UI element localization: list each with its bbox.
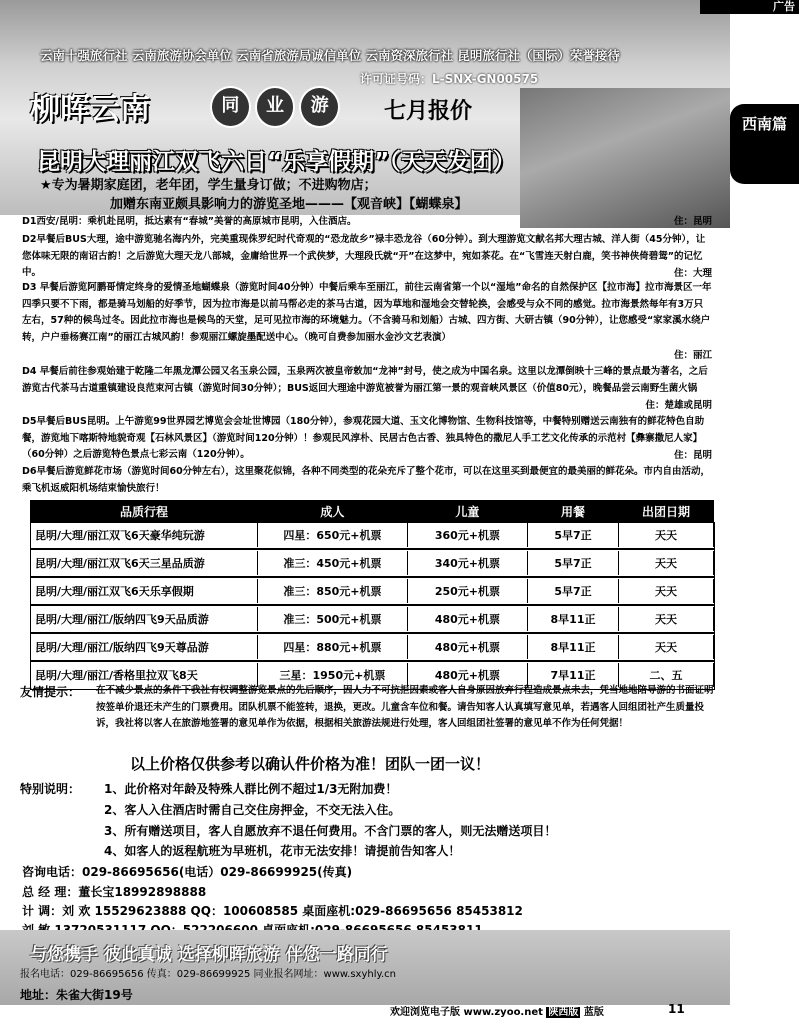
itinerary-stay: 住：大理 — [673, 267, 712, 279]
footer-edition-tag: 陕西版 — [548, 1007, 579, 1018]
route-cell: 昆明/大理/丽江双飞6天乐享假期 — [31, 577, 258, 605]
itinerary-day-6 — [22, 464, 712, 498]
footer-edition: 蓝版 — [583, 1007, 604, 1018]
ad-tag: 广告 — [700, 0, 799, 14]
brand-logo-text: 柳晖云南 — [30, 92, 150, 127]
adult-price-cell: 准三：850元+机票 — [258, 577, 408, 605]
route-cell: 昆明/大理/丽江双飞6天豪华纯玩游 — [31, 523, 258, 550]
departure-cell: 天天 — [618, 549, 713, 577]
general-manager: 总 经 理：董长宝18992898888 — [22, 885, 207, 899]
itinerary-stay: 住：丽江 — [673, 349, 712, 361]
adult-price-cell: 准三：450元+机票 — [258, 549, 408, 577]
departure-cell: 二、五 — [618, 661, 713, 689]
meals-cell: 5早7正 — [528, 577, 619, 605]
route-cell: 昆明/大理/丽江双飞6天三星品质游 — [31, 549, 258, 577]
peer-badge-1: 同 — [210, 86, 251, 128]
itinerary-day-4 — [22, 364, 712, 414]
consult-phone: 咨询电话：029-86695656(电话）029-86699925(传真) — [22, 865, 353, 879]
special-line: ★专为暑期家庭团，老年团，学生量身订做；不进购物店； — [40, 178, 377, 193]
itinerary-day-2 — [22, 232, 712, 282]
planner-1: 计 调：刘 欢 15529623888 QQ：100608585 桌面座机:029-86695656 85453812 — [22, 904, 523, 918]
route-cell: 昆明/大理/丽江/版纳四飞9天尊品游 — [31, 633, 258, 661]
footer — [390, 1003, 604, 1018]
adult-price-cell: 准三：500元+机票 — [258, 605, 408, 633]
table-row — [31, 577, 714, 605]
itinerary-day-3 — [22, 280, 712, 364]
table-row — [31, 633, 714, 661]
child-price-cell: 360元+机票 — [407, 523, 527, 550]
col-departure: 出团日期 — [618, 501, 713, 523]
meals-cell: 8早11正 — [528, 605, 619, 633]
child-price-cell: 250元+机票 — [407, 577, 527, 605]
itinerary-day-1 — [22, 214, 712, 230]
adult-price-cell: 三星：1950元+机票 — [258, 661, 408, 689]
departure-cell: 天天 — [618, 523, 713, 550]
special-note-2: 2、客人入住酒店时需自己交住房押金，不交无法入住。 — [104, 803, 401, 817]
bottom-contact: 报名电话：029-86695656 传真：029-86699925 同业报名网址：www.sxyhly.cn — [20, 969, 397, 980]
itinerary-text: D1西安/昆明：乘机赴昆明，抵达素有“春城”美誉的高原城市昆明，入住酒店。 — [22, 216, 357, 227]
col-child: 儿童 — [407, 501, 527, 523]
meals-cell: 7早11正 — [528, 661, 619, 689]
adult-price-cell: 四星：880元+机票 — [258, 633, 408, 661]
tips-text: 在不减少景点的条件下我社有权调整游览景点的先后顺序，因人力不可抗拒因素或客人自身原因放弃行程造成景点未去，凭当地地陪导游的书面证明按签单价退还未产生的门票费用。团队机票不能签转，退换，更改。儿童含车位和餐。请告知客人认真填写意见单，若遇客人回组团社产生质量投诉，我社将以客人在旅游地签署的意见单作为依据，根据相关旅游法规进行处理，客人回组团社签署的意见单不作为任何凭据！ — [96, 685, 714, 729]
table-row — [31, 605, 714, 633]
itinerary-text: D4 早餐后前往参观始建于乾隆二年黑龙潭公园又名玉泉公园，玉泉两次被皇帝敕加“龙神”封号，使之成为中国名泉。这里以龙潭倒映十三峰的景点最为著名，之后游览古代茶马古道重镇建设良范束河古镇（游览时间30分钟）；BUS返回大理途中游览被誉为丽江第一景的观音峡风景区（价值80元），晚餐品尝云南野生菌火锅 — [22, 366, 708, 394]
child-price-cell: 340元+机票 — [407, 549, 527, 577]
address: 地址：朱雀大街19号 — [20, 988, 133, 1002]
itinerary-day-5 — [22, 414, 712, 464]
price-notice: 以上价格仅供参考以确认件价格为准！团队一团一议！ — [130, 755, 491, 773]
departure-cell: 天天 — [618, 577, 713, 605]
itinerary-stay: 住：昆明 — [673, 449, 712, 461]
table-row — [31, 549, 714, 577]
agency-credentials: 云南十强旅行社 云南旅游协会单位 云南省旅游局诚信单位 云南资深旅行社 昆明旅行社（国际）荣誉接待 — [40, 48, 620, 63]
price-table-header — [31, 501, 714, 523]
table-row — [31, 523, 714, 550]
route-cell: 昆明/大理/丽江/香格里拉双飞8天 — [31, 661, 258, 689]
departure-cell: 天天 — [618, 605, 713, 633]
special-note-3: 3、所有赠送项目，客人自愿放弃不退任何费用。不含门票的客人，则无法赠送项目！ — [104, 824, 557, 838]
itinerary-stay: 住：昆明 — [673, 215, 712, 227]
region-tab: 西南篇 — [730, 104, 799, 184]
itinerary-stay: 住：楚雄或昆明 — [645, 399, 712, 411]
footer-text: 欢迎浏览电子版 www.zyoo.net — [390, 1007, 543, 1018]
col-adult: 成人 — [258, 501, 408, 523]
col-route: 品质行程 — [31, 501, 258, 523]
header-photo — [520, 88, 730, 228]
tips-label: 友情提示： — [20, 685, 81, 699]
itinerary-text: D2早餐后BUS大理，途中游览驰名海内外，完美重现侏罗纪时代奇观的“恐龙故乡”禄丰恐龙谷（60分钟）。到大理游览文献名邦大理古城、洋人街（45分钟），让您体味无限的南诏古韵！之后游览大理天龙八部城，金庸给世界一个武侠梦，大理段氏就“开”在这梦中，宛如茶花。在“飞雪连天射白鹿，笑书神侠倚碧鸳”的记忆中。 — [22, 234, 706, 278]
price-table — [30, 500, 714, 691]
peer-badge-3: 游 — [299, 86, 340, 128]
special-note-1: 1、此价格对年龄及特殊人群比例不超过1/3无附加费！ — [104, 782, 398, 796]
child-price-cell: 480元+机票 — [407, 605, 527, 633]
peer-tour-badges — [210, 86, 340, 124]
child-price-cell: 480元+机票 — [407, 661, 527, 689]
tour-title: 昆明大理丽江双飞六日“乐享假期”（天天发团） — [37, 149, 516, 175]
slogan: 与您携手 彼此真诚 选择柳晖旅游 伴您一路同行 — [30, 945, 388, 965]
meals-cell: 5早7正 — [528, 549, 619, 577]
col-meals: 用餐 — [528, 501, 619, 523]
special-note-4: 4、如客人的返程航班为早班机，花市无法安排！请提前告知客人！ — [104, 844, 461, 858]
meals-cell: 8早11正 — [528, 633, 619, 661]
route-cell: 昆明/大理/丽江/版纳四飞9天品质游 — [31, 605, 258, 633]
child-price-cell: 480元+机票 — [407, 633, 527, 661]
month-price-title: 七月报价 — [384, 99, 473, 124]
adult-price-cell: 四星：650元+机票 — [258, 523, 408, 550]
itinerary-text: D3 早餐后游览阿鹏哥情定终身的爱情圣地蝴蝶泉（游览时间40分钟）中餐后乘车至丽江，前往云南省第一个以“湿地”命名的自然保护区【拉市海】拉市海景区一年四季只要不下雨，都是骑马划船的好季节，因为拉市海是以前马帮必走的茶马古道，因为草地和湿地会交替轮换，会感受与众不同的感觉。拉市海景然每年有3万只左右，57种的候鸟过冬。因此拉市海也是候鸟的天堂，足可见拉市海的环境魅力。（不含骑马和划船）古城、四方街、大研古镇（90分钟），让您感受“家家溪水绕户转，户户垂杨赛江南”的丽江古城风韵！参观丽江螺旋墨配送中心。（晚可自费参加丽水金沙文艺表演） — [22, 282, 712, 343]
page-number: 11 — [668, 1002, 685, 1016]
highlight-line: 加赠东南亚颇具影响力的游览圣地———【观音峡】【蝴蝶泉】 — [110, 197, 468, 212]
meals-cell: 5早7正 — [528, 523, 619, 550]
itinerary-text: D5早餐后BUS昆明。上午游览99世界园艺博览会会址世博园（180分钟），参观花园大道、玉文化博物馆、生物科技馆等，中餐特别赠送云南独有的鲜花特色自助餐，游览地下喀斯特地貌奇观【石林风景区】（游览时间120分钟）！参观民风淳朴、民居古色古香、独具特色的撒尼人手工艺文化传承的示范村【彝寨撒尼人家】（60分钟）之后游览特色景点七彩云南（120分钟）。 — [22, 416, 705, 460]
departure-cell: 天天 — [618, 633, 713, 661]
peer-badge-2: 业 — [255, 86, 296, 128]
special-notes-label: 特别说明： — [20, 782, 81, 796]
license-number: 许可证号码：L-SNX-GN00575 — [360, 72, 539, 86]
itinerary-text: D6早餐后游览鲜花市场（游览时间60分钟左右），这里聚花似锦，各种不同类型的花朵充斥了整个花市，可以在这里买到最便宜的最美丽的鲜花朵。市内自由活动，乘飞机返威阳机场结束愉快旅行！ — [22, 466, 710, 494]
